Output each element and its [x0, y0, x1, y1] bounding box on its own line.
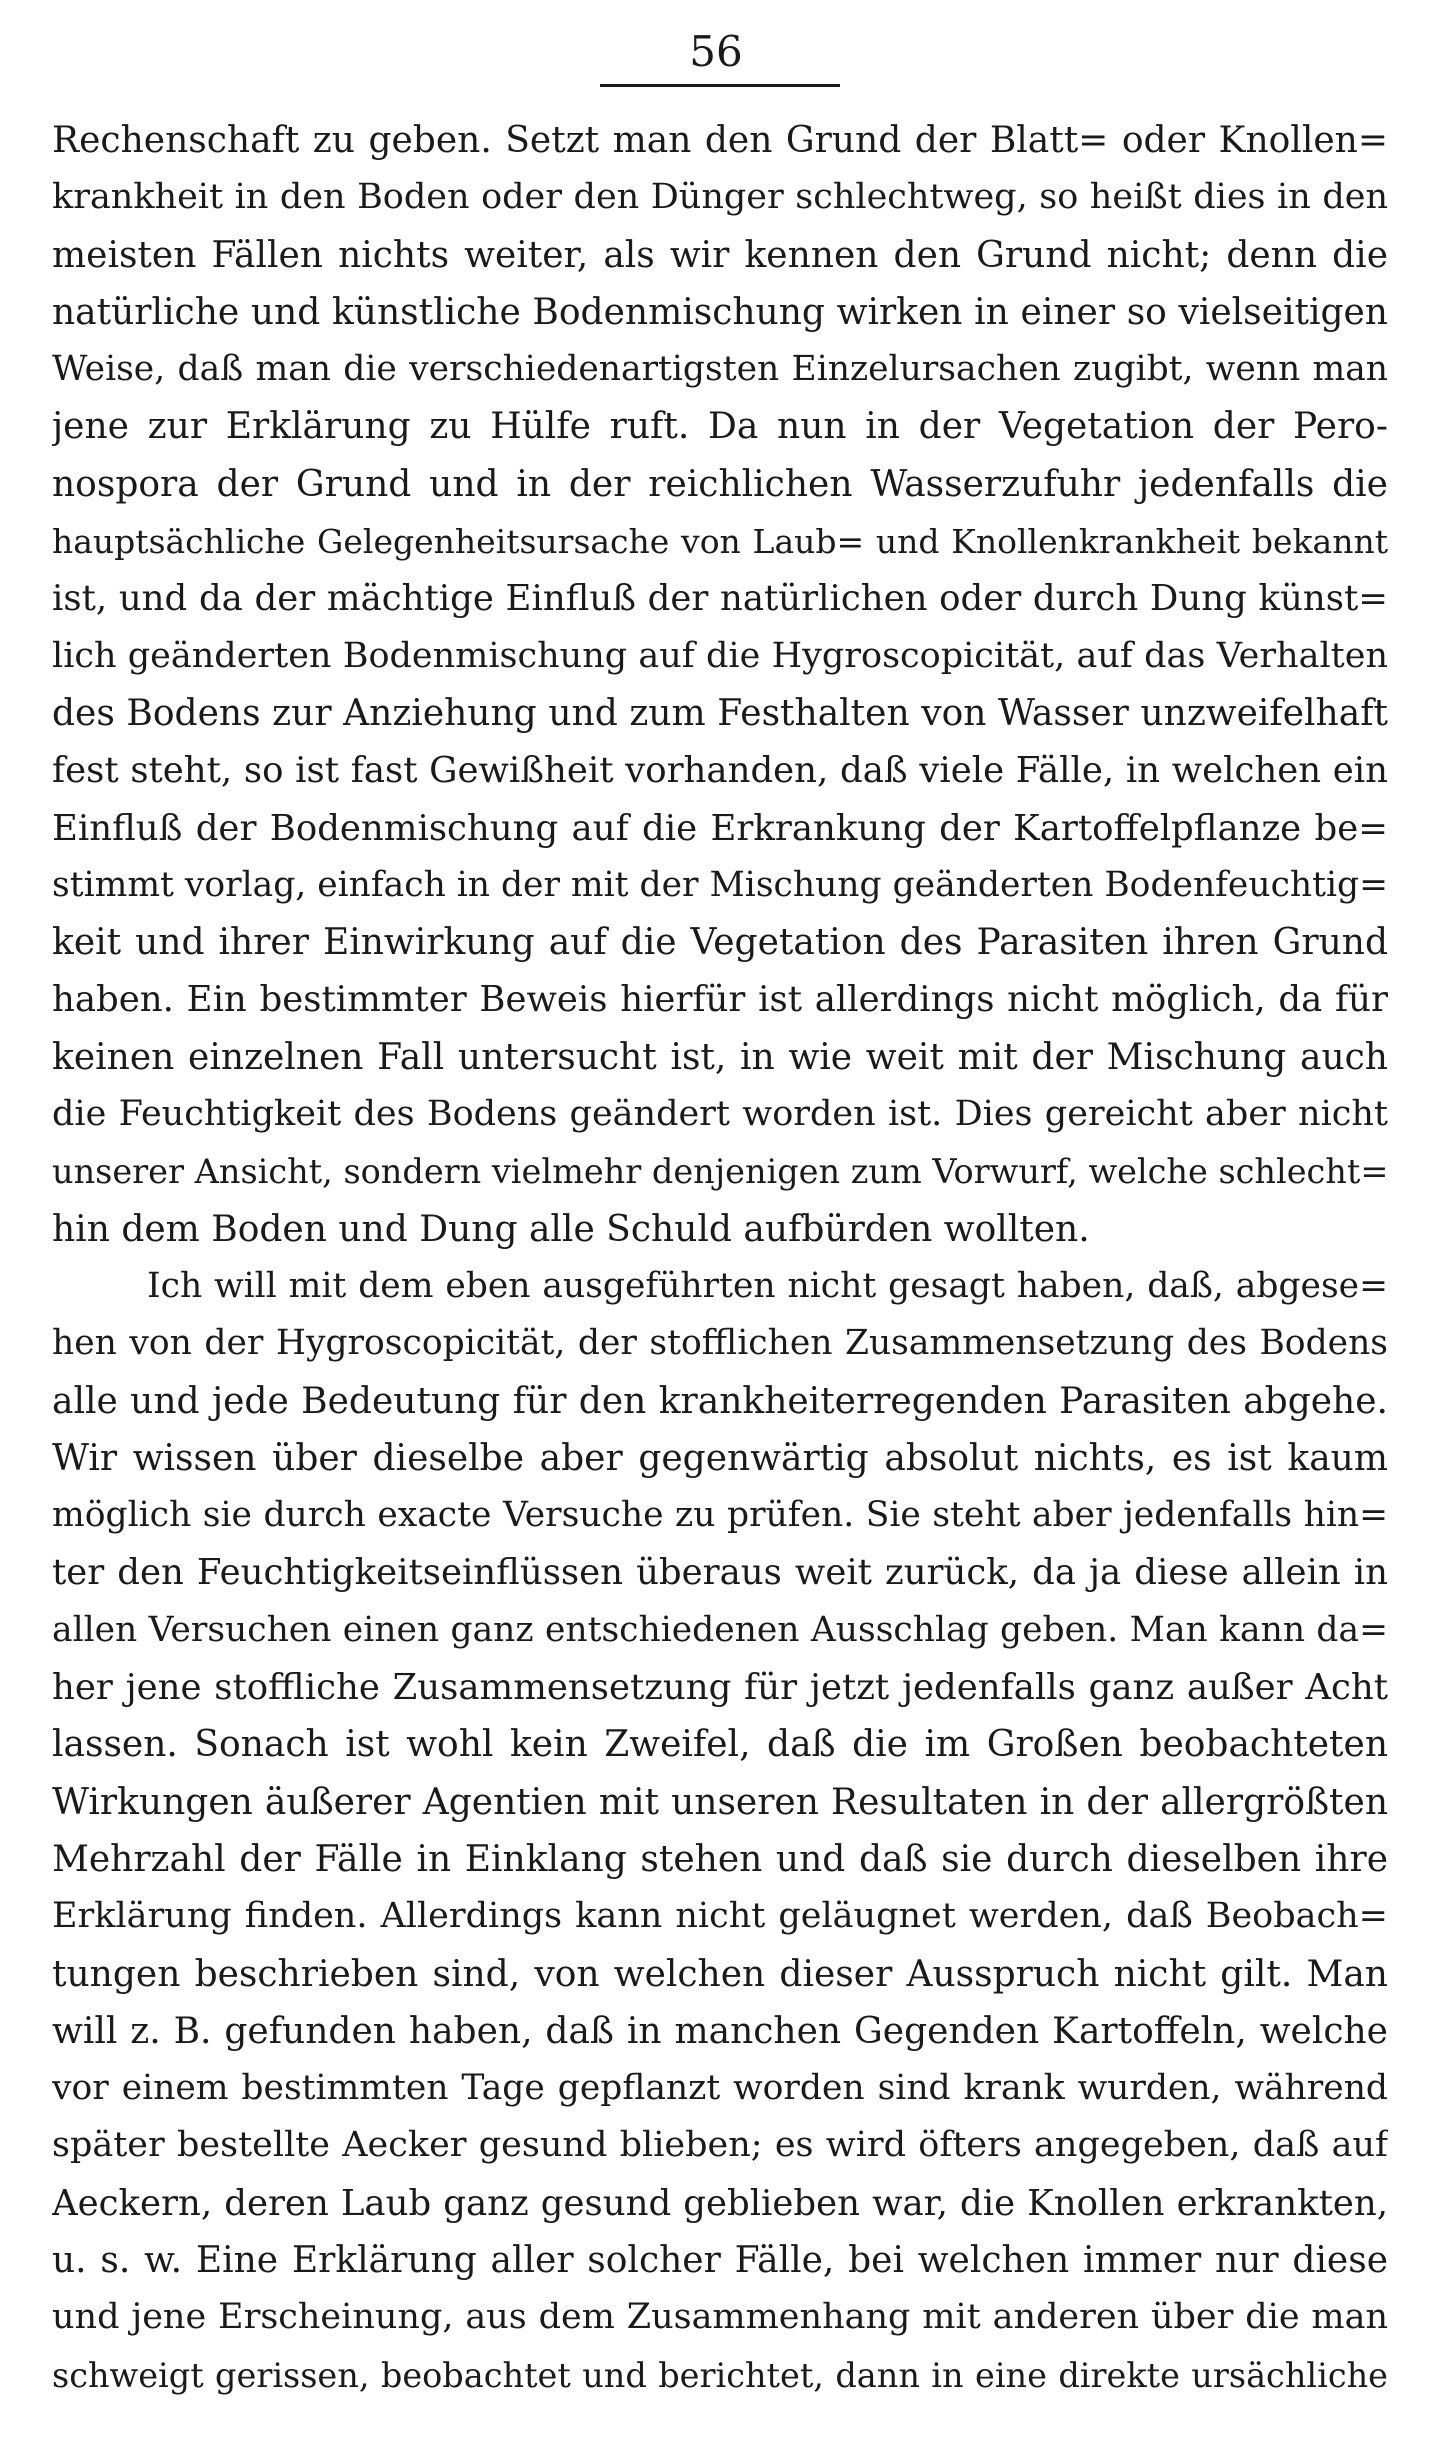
text-line: jene zur Erklärung zu Hülfe ruft. Da nun in der Vegetation der Pero-	[52, 406, 1388, 448]
text-line: allen Versuchen einen ganz entschiedenen Ausschlag geben. Man kann da=	[52, 1609, 1388, 1650]
header-rule	[600, 84, 840, 87]
text-line: lich geänderten Bodenmischung auf die Hygroscopicität, auf das Verhalten	[52, 635, 1388, 676]
text-line: lassen. Sonach ist wohl kein Zweifel, daß die im Großen beobachteten	[52, 1724, 1388, 1766]
text-line: hen von der Hygroscopicität, der stofflichen Zusammensetzung des Bodens	[52, 1323, 1388, 1364]
text-line: keinen einzelnen Fall untersucht ist, in wie weit mit der Mischung auch	[52, 1036, 1388, 1078]
paragraph-last-line: hin dem Boden und Dung alle Schuld aufbürden wollten.	[52, 1208, 1090, 1250]
text-line: u. s. w. Eine Erklärung aller solcher Fälle, bei welchen immer nur diese	[52, 2239, 1388, 2281]
text-line: die Feuchtigkeit des Bodens geändert worden ist. Dies gereicht aber nicht	[52, 1094, 1388, 1135]
text-line: Wir wissen über dieselbe aber gegenwärtig absolut nichts, es ist kaum	[52, 1437, 1388, 1479]
text-line: her jene stoffliche Zusammensetzung für jetzt jedenfalls ganz außer Acht	[52, 1667, 1388, 1709]
text-line: ist, und da der mächtige Einfluß der natürlichen oder durch Dung künst=	[52, 578, 1388, 620]
text-line: Erklärung finden. Allerdings kann nicht geläugnet werden, daß Beobach=	[52, 1896, 1388, 1937]
text-line: alle und jede Bedeutung für den krankheiterregenden Parasiten abgehe.	[52, 1380, 1388, 1422]
text-line: will z. B. gefunden haben, daß in manchen Gegenden Kartoffeln, welche	[52, 2010, 1388, 2052]
body-text	[52, 112, 1388, 2404]
text-line: Einfluß der Bodenmischung auf die Erkrankung der Kartoffelpflanze be=	[52, 807, 1388, 849]
text-line: tungen beschrieben sind, von welchen dieser Ausspruch nicht gilt. Man	[52, 1953, 1388, 1995]
page-number: 56	[689, 27, 743, 76]
text-line: später bestellte Aecker gesund blieben; es wird öfters angegeben, daß auf	[52, 2125, 1388, 2166]
text-line: und jene Erscheinung, aus dem Zusammenhang mit anderen über die man	[52, 2297, 1388, 2338]
text-line: Aeckern, deren Laub ganz gesund geblieben war, die Knollen erkrankten,	[52, 2182, 1388, 2224]
text-line: haben. Ein bestimmter Beweis hierfür ist allerdings nicht möglich, da für	[52, 979, 1388, 1021]
text-line: des Bodens zur Anziehung und zum Festhalten von Wasser unzweifelhaft	[52, 692, 1388, 734]
text-line: Rechenschaft zu geben. Setzt man den Grund der Blatt= oder Knollen=	[52, 120, 1388, 161]
text-line: vor einem bestimmten Tage gepflanzt worden sind krank wurden, während	[52, 2068, 1388, 2109]
text-line: meisten Fällen nichts weiter, als wir kennen den Grund nicht; denn die	[52, 234, 1388, 276]
text-line: möglich sie durch exacte Versuche zu prüfen. Sie steht aber jedenfalls hin=	[52, 1495, 1388, 1536]
text-line: nospora der Grund und in der reichlichen Wasserzufuhr jedenfalls die	[52, 463, 1388, 505]
page-header	[0, 22, 1448, 82]
text-line: Mehrzahl der Fälle in Einklang stehen und daß sie durch dieselben ihre	[52, 1838, 1388, 1880]
text-line: hauptsächliche Gelegenheitsursache von Laub= und Knollenkrankheit bekannt	[52, 522, 1388, 562]
text-line: stimmt vorlag, einfach in der mit der Mischung geänderten Bodenfeuchtig=	[52, 864, 1388, 905]
text-line: Wirkungen äußerer Agentien mit unseren Resultaten in der allergrößten	[52, 1781, 1388, 1823]
text-line: Weise, daß man die verschiedenartigsten Einzelursachen zugibt, wenn man	[52, 349, 1388, 390]
paragraph-first-line: Ich will mit dem eben ausgeführten nicht gesagt haben, daß, abgese=	[147, 1265, 1388, 1306]
text-line: natürliche und künstliche Bodenmischung wirken in einer so vielseitigen	[52, 291, 1388, 333]
text-line: ter den Feuchtigkeitseinflüssen überaus weit zurück, da ja diese allein in	[52, 1552, 1388, 1594]
text-line: krankheit in den Boden oder den Dünger schlechtweg, so heißt dies in den	[52, 177, 1388, 218]
text-line: fest steht, so ist fast Gewißheit vorhanden, daß viele Fälle, in welchen ein	[52, 750, 1388, 792]
text-line: schweigt gerissen, beobachtet und berichtet, dann in eine direkte ursächliche	[52, 2355, 1388, 2395]
text-line: unserer Ansicht, sondern vielmehr denjenigen zum Vorwurf, welche schlecht=	[52, 1152, 1388, 1192]
text-line: keit und ihrer Einwirkung auf die Vegetation des Parasiten ihren Grund	[52, 922, 1388, 964]
